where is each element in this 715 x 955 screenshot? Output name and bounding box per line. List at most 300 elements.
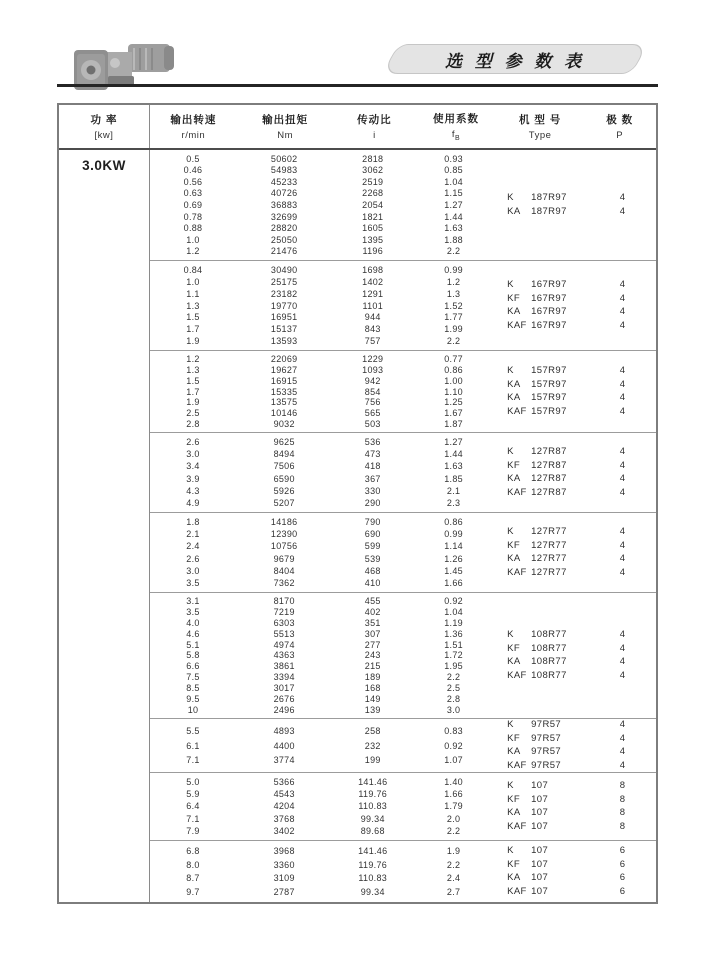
cell-speed: 3.1 — [186, 595, 200, 606]
gearmotor-logo-image — [66, 36, 184, 96]
data-rows — [150, 719, 494, 772]
type-model: 108R77 — [531, 629, 567, 641]
poles-value: 4 — [619, 566, 626, 578]
cell-torque: 7362 — [273, 577, 295, 588]
type-row — [494, 447, 656, 457]
poles-value: 4 — [619, 279, 626, 291]
cell-torque: 3109 — [273, 873, 295, 884]
type-prefix: KAF — [507, 669, 527, 681]
type-row — [494, 461, 656, 471]
cell-torque: 19627 — [270, 364, 298, 375]
cell-ratio: 307 — [364, 628, 381, 639]
cell-ratio: 119.76 — [358, 789, 388, 800]
ratio-group-block — [150, 840, 656, 902]
ratio-group-block — [150, 592, 656, 718]
table-row — [150, 596, 494, 606]
type-model: 127R87 — [531, 473, 567, 485]
cell-torque: 50602 — [270, 153, 298, 164]
cell-ratio: 3062 — [362, 165, 384, 176]
type-prefix: KF — [507, 793, 521, 805]
poles-value: 4 — [619, 642, 626, 654]
cell-torque: 25175 — [270, 276, 298, 287]
table-row — [150, 618, 494, 628]
table-row — [150, 789, 494, 799]
cell-factor: 1.72 — [444, 650, 463, 661]
data-rows — [150, 773, 494, 840]
ratio-group-block — [150, 512, 656, 592]
cell-factor: 1.63 — [444, 461, 463, 472]
cell-speed: 0.69 — [183, 199, 203, 210]
cell-torque: 13575 — [270, 397, 298, 408]
header-poles-unit: P — [616, 130, 624, 141]
cell-speed: 3.9 — [186, 473, 200, 484]
cell-torque: 25050 — [270, 234, 298, 245]
type-row — [494, 568, 656, 578]
type-row — [494, 846, 656, 856]
cell-speed: 2.5 — [186, 408, 200, 419]
type-model: 107 — [531, 807, 549, 819]
cell-speed: 7.9 — [186, 825, 200, 836]
type-row — [494, 630, 656, 640]
type-list — [494, 719, 656, 772]
table-row — [150, 566, 494, 576]
table-row — [150, 554, 494, 564]
type-row — [494, 657, 656, 667]
cell-torque: 3402 — [273, 825, 295, 836]
poles-value: 4 — [619, 629, 626, 641]
cell-ratio: 1093 — [362, 364, 384, 375]
cell-ratio: 418 — [364, 461, 381, 472]
cell-factor: 2.2 — [446, 825, 461, 836]
cell-factor: 1.25 — [444, 397, 463, 408]
cell-speed: 1.2 — [186, 246, 200, 257]
cell-speed: 0.78 — [183, 211, 203, 222]
cell-factor: 1.3 — [446, 288, 461, 299]
cell-ratio: 2818 — [362, 153, 384, 164]
cell-speed: 6.8 — [186, 846, 200, 857]
type-model: 127R77 — [531, 553, 567, 565]
table-row — [150, 887, 494, 897]
cell-factor: 0.99 — [444, 529, 463, 540]
type-prefix: KA — [507, 306, 521, 318]
cell-factor: 1.88 — [444, 234, 463, 245]
type-prefix: K — [507, 446, 514, 458]
type-row — [494, 321, 656, 331]
cell-ratio: 258 — [364, 725, 381, 736]
type-prefix: KA — [507, 746, 521, 758]
cell-speed: 8.0 — [186, 859, 200, 870]
type-prefix: KAF — [507, 486, 527, 498]
header-power-unit: [kw] — [94, 130, 114, 141]
type-row — [494, 887, 656, 897]
cell-factor: 1.77 — [444, 312, 463, 323]
cell-torque: 3017 — [273, 683, 295, 694]
type-row — [494, 380, 656, 390]
table-row — [150, 449, 494, 459]
cell-ratio: 277 — [364, 639, 381, 650]
cell-ratio: 1291 — [362, 288, 384, 299]
type-model: 127R77 — [531, 526, 567, 538]
header-factor-zh: 使用系数 — [432, 113, 479, 126]
type-prefix: KA — [507, 656, 521, 668]
cell-ratio: 854 — [364, 386, 381, 397]
table-row — [150, 154, 494, 164]
cell-factor: 1.14 — [444, 541, 463, 552]
type-prefix: K — [507, 629, 514, 641]
type-list — [494, 593, 656, 718]
cell-speed: 1.0 — [186, 276, 200, 287]
table-row — [150, 826, 494, 836]
cell-factor: 1.36 — [444, 628, 463, 639]
cell-factor: 1.67 — [444, 408, 463, 419]
type-prefix: KA — [507, 473, 521, 485]
type-prefix: KF — [507, 292, 521, 304]
table-row — [150, 498, 494, 508]
type-model: 157R97 — [531, 392, 567, 404]
cell-torque: 3968 — [273, 846, 295, 857]
cell-factor: 1.10 — [444, 386, 463, 397]
poles-value: 6 — [619, 885, 626, 897]
poles-value: 4 — [619, 365, 626, 377]
type-prefix: KA — [507, 205, 521, 217]
table-row — [150, 408, 494, 418]
table-row — [150, 419, 494, 429]
cell-factor: 1.95 — [444, 661, 463, 672]
table-row — [150, 694, 494, 704]
poles-value: 4 — [619, 656, 626, 668]
type-prefix: KF — [507, 858, 521, 870]
cell-factor: 2.0 — [446, 813, 461, 824]
cell-torque: 4893 — [273, 725, 295, 736]
poles-value: 4 — [619, 205, 626, 217]
cell-ratio: 110.83 — [358, 873, 388, 884]
poles-value: 4 — [619, 539, 626, 551]
type-row — [494, 541, 656, 551]
type-prefix: K — [507, 526, 514, 538]
cell-speed: 2.1 — [186, 529, 200, 540]
type-model: 127R77 — [531, 539, 567, 551]
cell-ratio: 99.34 — [360, 813, 385, 824]
table-row — [150, 683, 494, 693]
header-output-speed — [150, 105, 237, 148]
cell-torque: 7219 — [273, 606, 295, 617]
type-row — [494, 294, 656, 304]
type-model: 167R97 — [531, 319, 567, 331]
cell-ratio: 473 — [364, 449, 381, 460]
type-prefix: KAF — [507, 885, 527, 897]
cell-torque: 8494 — [273, 449, 295, 460]
cell-speed: 1.5 — [186, 312, 200, 323]
cell-torque: 21476 — [270, 246, 298, 257]
cell-ratio: 141.46 — [358, 777, 388, 788]
type-model: 97R57 — [531, 746, 562, 758]
cell-speed: 1.7 — [186, 324, 200, 335]
cell-factor: 1.45 — [444, 565, 463, 576]
cell-factor: 1.00 — [444, 375, 463, 386]
cell-factor: 1.19 — [444, 617, 463, 628]
type-prefix: KA — [507, 553, 521, 565]
cell-torque: 30490 — [270, 264, 298, 275]
type-row — [494, 366, 656, 376]
cell-factor: 2.5 — [446, 683, 461, 694]
cell-torque: 4400 — [273, 740, 295, 751]
cell-ratio: 942 — [364, 375, 381, 386]
header-torque-unit: Nm — [277, 130, 294, 141]
header-ratio — [334, 105, 416, 148]
poles-value: 6 — [619, 845, 626, 857]
type-model: 127R87 — [531, 486, 567, 498]
type-prefix: K — [507, 192, 514, 204]
cell-factor: 0.85 — [444, 165, 463, 176]
cell-factor: 1.79 — [444, 801, 463, 812]
type-list — [494, 841, 656, 902]
poles-value: 4 — [619, 732, 626, 744]
cell-ratio: 1229 — [362, 353, 384, 364]
cell-factor: 0.93 — [444, 153, 463, 164]
cell-torque: 9625 — [273, 437, 295, 448]
type-prefix: KAF — [507, 820, 527, 832]
cell-torque: 5366 — [273, 777, 295, 788]
table-row — [150, 474, 494, 484]
table-row — [150, 578, 494, 588]
header-ratio-unit: i — [373, 130, 376, 141]
table-row — [150, 223, 494, 233]
poles-value: 4 — [619, 669, 626, 681]
cell-ratio: 2268 — [362, 188, 384, 199]
cell-speed: 2.6 — [186, 553, 200, 564]
cell-torque: 16951 — [270, 312, 298, 323]
type-prefix: K — [507, 845, 514, 857]
type-model: 167R97 — [531, 306, 567, 318]
table-row — [150, 289, 494, 299]
cell-factor: 2.3 — [446, 497, 461, 508]
cell-torque: 3394 — [273, 672, 295, 683]
poles-value: 4 — [619, 746, 626, 758]
type-model: 108R77 — [531, 642, 567, 654]
header-ratio-zh: 传动比 — [357, 114, 392, 126]
cell-torque: 8404 — [273, 565, 295, 576]
cell-speed: 1.5 — [186, 375, 200, 386]
cell-factor: 1.04 — [444, 176, 463, 187]
type-list — [494, 351, 656, 432]
cell-factor: 2.2 — [446, 859, 461, 870]
poles-value: 4 — [619, 473, 626, 485]
type-row — [494, 527, 656, 537]
table-row — [150, 814, 494, 824]
header-divider-rule — [57, 84, 658, 87]
cell-torque: 3768 — [273, 813, 295, 824]
table-row — [150, 801, 494, 811]
ratio-group-block — [150, 432, 656, 512]
table-row — [150, 650, 494, 660]
data-rows — [150, 150, 494, 260]
type-prefix: KA — [507, 807, 521, 819]
table-row — [150, 324, 494, 334]
type-row — [494, 207, 656, 217]
cell-factor: 1.66 — [444, 789, 463, 800]
cell-speed: 1.3 — [186, 300, 200, 311]
cell-speed: 3.5 — [186, 577, 200, 588]
table-row — [150, 387, 494, 397]
type-row — [494, 671, 656, 681]
cell-torque: 4363 — [273, 650, 295, 661]
cell-speed: 2.8 — [186, 419, 200, 430]
type-model: 108R77 — [531, 669, 567, 681]
cell-ratio: 330 — [364, 485, 381, 496]
cell-speed: 4.9 — [186, 497, 200, 508]
type-model: 157R97 — [531, 365, 567, 377]
cell-factor: 1.51 — [444, 639, 463, 650]
type-row — [494, 822, 656, 832]
cell-speed: 0.84 — [183, 264, 203, 275]
poles-value: 4 — [619, 526, 626, 538]
ratio-group-block — [150, 718, 656, 772]
cell-factor: 0.83 — [444, 725, 463, 736]
cell-torque: 28820 — [270, 223, 298, 234]
cell-speed: 9.5 — [186, 694, 200, 705]
poles-value: 4 — [619, 306, 626, 318]
type-list — [494, 513, 656, 592]
cell-torque: 4974 — [273, 639, 295, 650]
cell-speed: 5.1 — [186, 639, 200, 650]
table-row — [150, 741, 494, 751]
cell-torque: 7506 — [273, 461, 295, 472]
table-row — [150, 672, 494, 682]
table-row — [150, 212, 494, 222]
cell-factor: 1.63 — [444, 223, 463, 234]
cell-speed: 6.6 — [186, 661, 200, 672]
data-rows — [150, 351, 494, 432]
poles-value: 4 — [619, 553, 626, 565]
cell-factor: 1.44 — [444, 211, 463, 222]
cell-torque: 8170 — [273, 595, 295, 606]
type-prefix: KF — [507, 642, 521, 654]
gearmotor-icon — [66, 36, 184, 96]
power-value: 3.0KW — [82, 158, 126, 173]
header-poles — [583, 105, 656, 148]
cell-factor: 1.26 — [444, 553, 463, 564]
data-rows — [150, 261, 494, 350]
type-model: 107 — [531, 858, 549, 870]
type-prefix: KF — [507, 459, 521, 471]
cell-factor: 0.86 — [444, 517, 463, 528]
table-row — [150, 529, 494, 539]
header-type-unit: Type — [528, 130, 552, 141]
type-prefix: K — [507, 365, 514, 377]
cell-factor: 1.15 — [444, 188, 463, 199]
cell-ratio: 410 — [364, 577, 381, 588]
table-row — [150, 541, 494, 551]
type-row — [494, 488, 656, 498]
table-row — [150, 726, 494, 736]
type-model: 127R77 — [531, 566, 567, 578]
table-row — [150, 640, 494, 650]
cell-speed: 8.7 — [186, 873, 200, 884]
cell-torque: 15335 — [270, 386, 298, 397]
type-row — [494, 393, 656, 403]
cell-factor: 2.2 — [446, 246, 461, 257]
table-row — [150, 312, 494, 322]
cell-ratio: 757 — [364, 336, 381, 347]
cell-ratio: 89.68 — [360, 825, 385, 836]
cell-speed: 7.1 — [186, 755, 200, 766]
cell-ratio: 468 — [364, 565, 381, 576]
header-power — [59, 105, 150, 148]
type-row — [494, 720, 656, 730]
poles-value: 4 — [619, 392, 626, 404]
poles-value: 4 — [619, 405, 626, 417]
cell-ratio: 119.76 — [358, 859, 388, 870]
ratio-group-block — [150, 350, 656, 432]
type-prefix: K — [507, 780, 514, 792]
header-speed-zh: 输出转速 — [170, 114, 217, 126]
cell-ratio: 99.34 — [360, 886, 385, 897]
cell-factor: 2.2 — [446, 336, 461, 347]
cell-speed: 7.1 — [186, 813, 200, 824]
cell-factor: 0.99 — [444, 264, 463, 275]
cell-ratio: 367 — [364, 473, 381, 484]
type-row — [494, 808, 656, 818]
poles-value: 4 — [619, 719, 626, 731]
type-model: 107 — [531, 793, 549, 805]
cell-torque: 4543 — [273, 789, 295, 800]
cell-speed: 4.3 — [186, 485, 200, 496]
type-model: 107 — [531, 780, 549, 792]
cell-factor: 1.07 — [444, 755, 463, 766]
cell-speed: 3.4 — [186, 461, 200, 472]
type-row — [494, 795, 656, 805]
type-model: 167R97 — [531, 279, 567, 291]
cell-speed: 4.6 — [186, 628, 200, 639]
cell-torque: 9679 — [273, 553, 295, 564]
cell-torque: 9032 — [273, 419, 295, 430]
type-prefix: K — [507, 279, 514, 291]
cell-ratio: 503 — [364, 419, 381, 430]
cell-torque: 10146 — [270, 408, 298, 419]
cell-torque: 45233 — [270, 176, 298, 187]
cell-ratio: 149 — [364, 694, 381, 705]
type-model: 157R97 — [531, 378, 567, 390]
cell-factor: 1.85 — [444, 473, 463, 484]
cell-torque: 32699 — [270, 211, 298, 222]
cell-speed: 1.2 — [186, 353, 200, 364]
cell-factor: 1.27 — [444, 437, 463, 448]
table-row — [150, 461, 494, 471]
cell-speed: 1.8 — [186, 517, 200, 528]
cell-ratio: 565 — [364, 408, 381, 419]
cell-ratio: 455 — [364, 595, 381, 606]
cell-torque: 12390 — [270, 529, 298, 540]
poles-value: 8 — [619, 807, 626, 819]
page-title: 选 型 参 数 表 — [445, 51, 585, 71]
type-list — [494, 261, 656, 350]
cell-speed: 2.4 — [186, 541, 200, 552]
cell-ratio: 199 — [364, 755, 381, 766]
cell-torque: 2787 — [273, 886, 295, 897]
type-prefix: KAF — [507, 319, 527, 331]
poles-value: 4 — [619, 759, 626, 771]
cell-ratio: 402 — [364, 606, 381, 617]
type-prefix: KA — [507, 872, 521, 884]
cell-ratio: 539 — [364, 553, 381, 564]
cell-speed: 5.5 — [186, 725, 200, 736]
cell-torque: 22069 — [270, 353, 298, 364]
cell-ratio: 1402 — [362, 276, 384, 287]
type-model: 97R57 — [531, 732, 562, 744]
table-row — [150, 777, 494, 787]
cell-ratio: 168 — [364, 683, 381, 694]
type-model: 97R57 — [531, 759, 562, 771]
